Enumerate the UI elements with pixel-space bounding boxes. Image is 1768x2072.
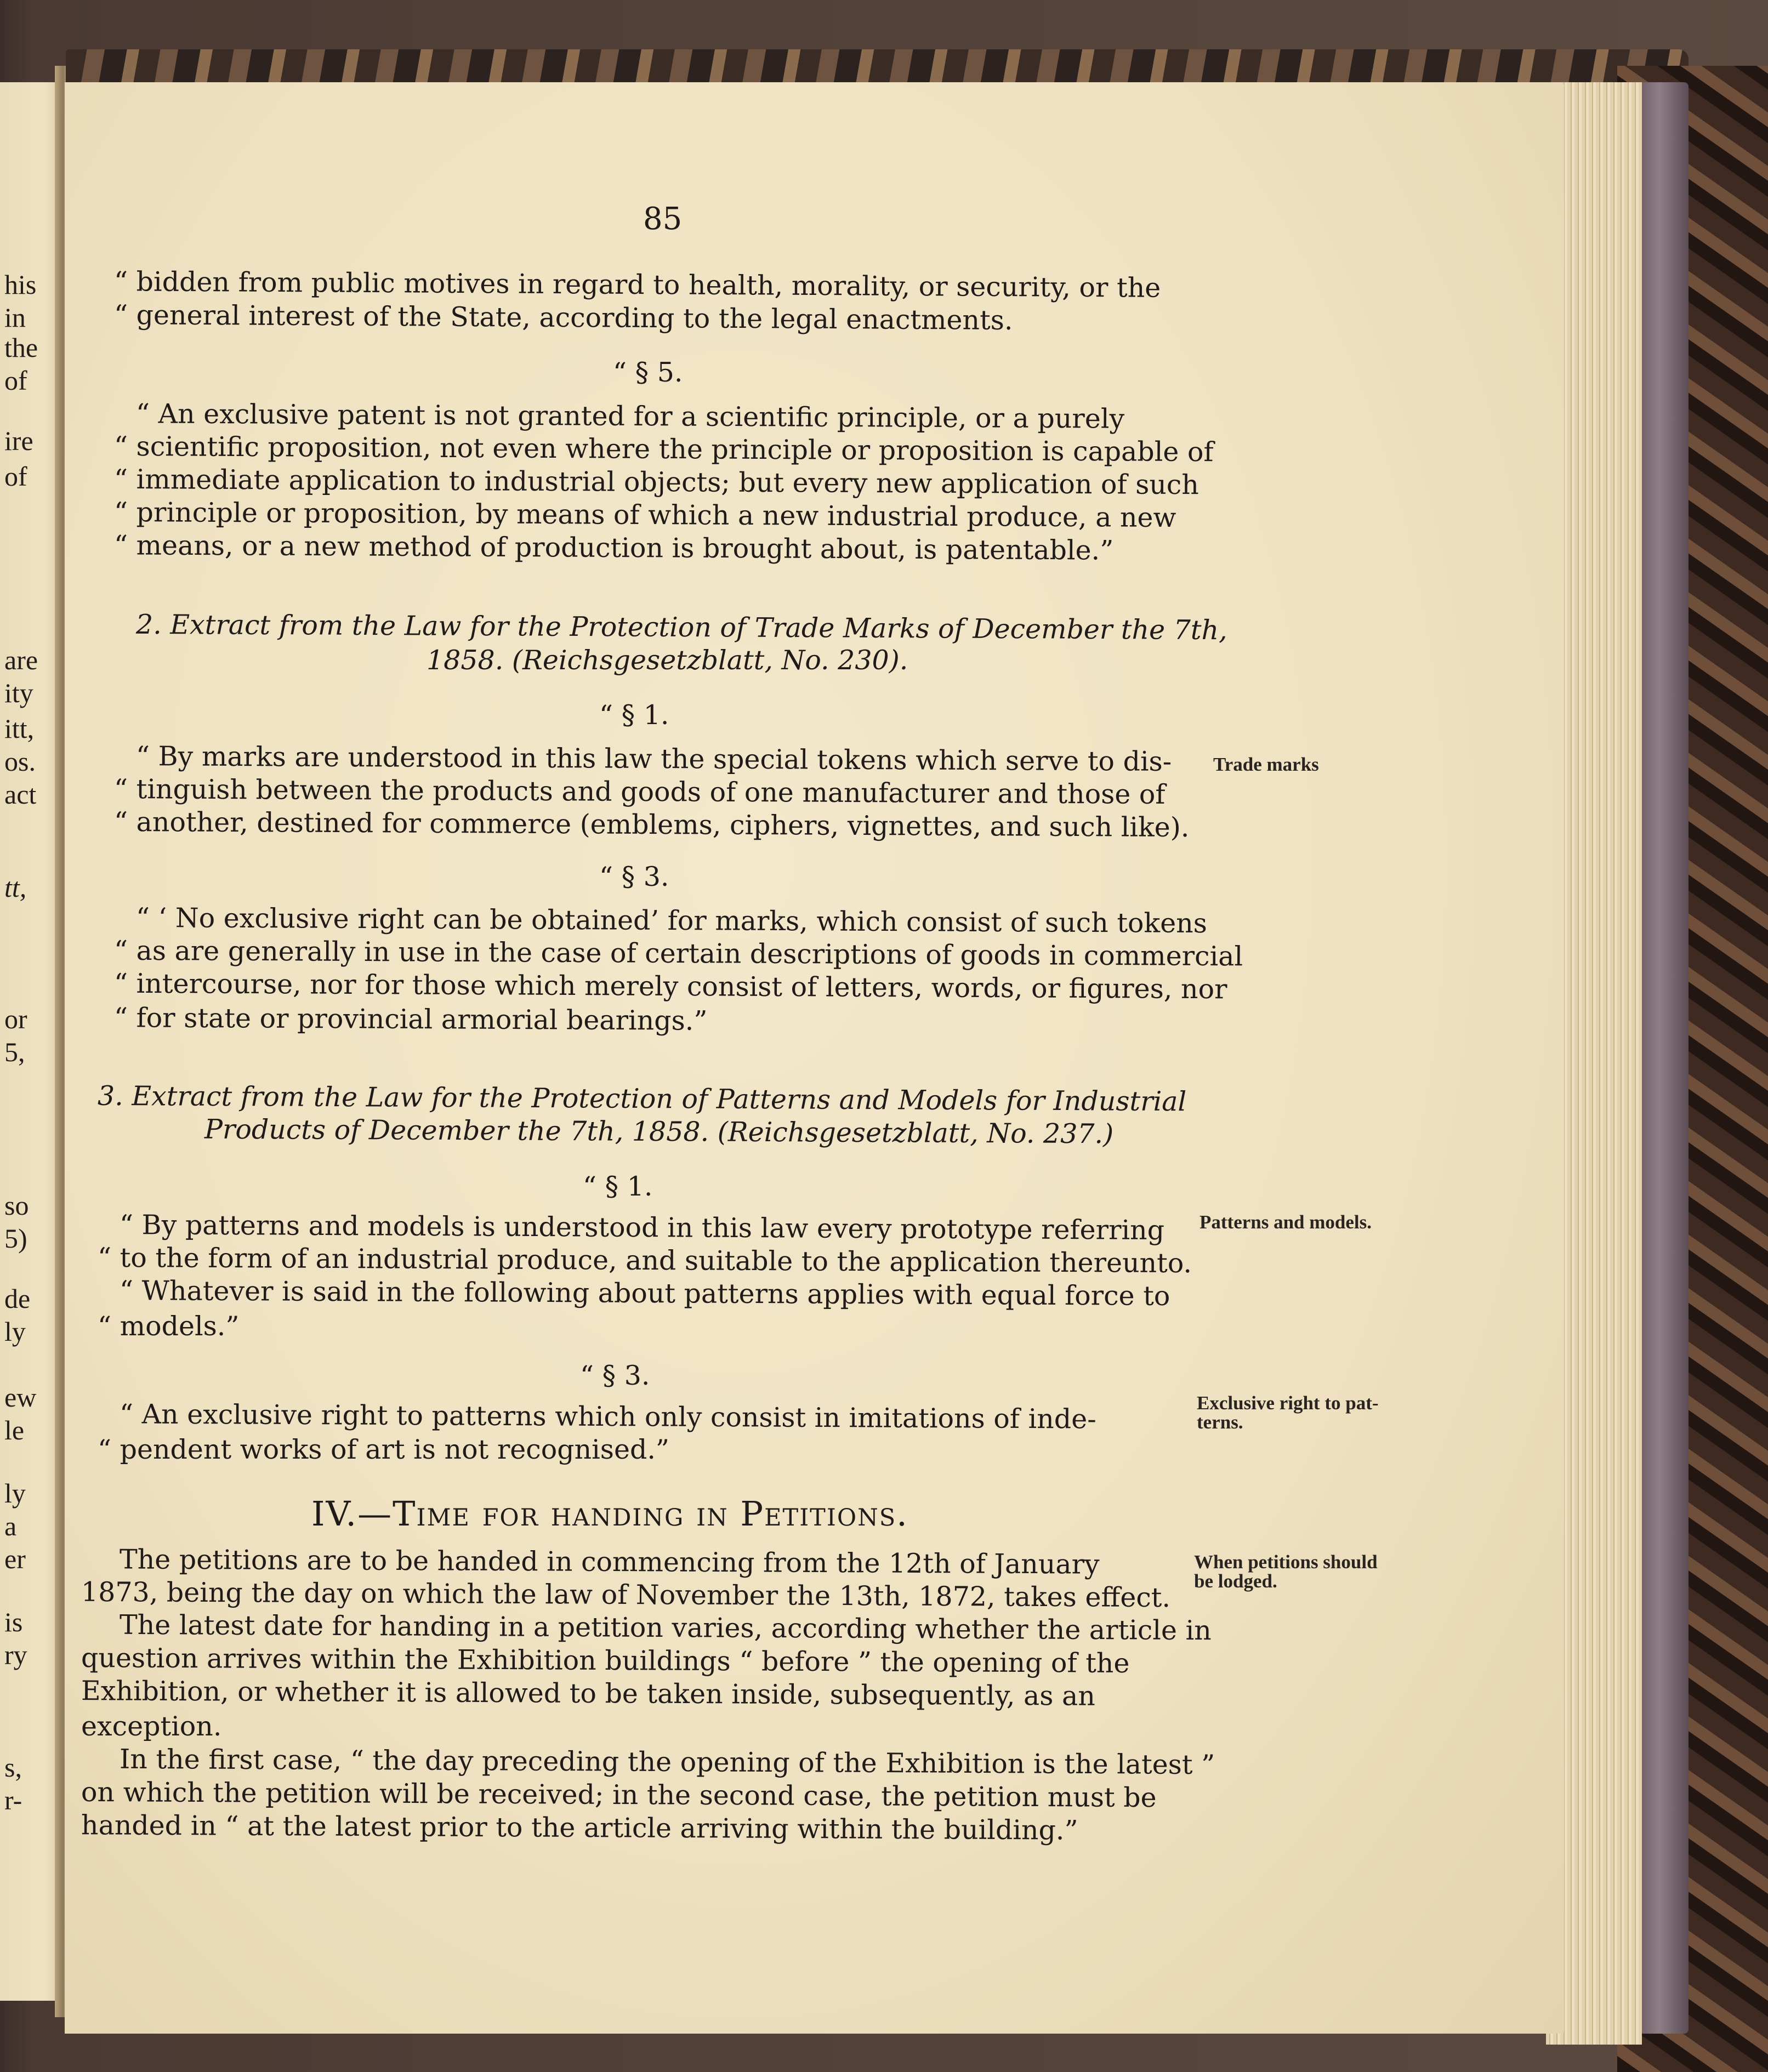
book-page [65,82,1564,2034]
text-line: “ models.” [98,1311,240,1342]
left-fragment: ly [4,1316,26,1347]
section-heading: IV.—Time for handing in Petitions. [311,1494,908,1534]
left-fragment: his [4,269,37,300]
text-line: “ scientific proposition, not even where the principle or proposition is capable of [113,430,1214,468]
text-line: “ as are generally in use in the case of certain descriptions of goods in commercial [113,935,1243,972]
left-fragment: the [4,332,38,363]
page-number: 85 [643,201,683,237]
left-fragment: tt, [4,872,27,903]
left-fragment: so [4,1190,29,1221]
text-line: “ intercourse, nor for those which merely consist of letters, words, or figures, nor [113,967,1227,1005]
extract-heading: 2. Extract from the Law for the Protection of Trade Marks of December the 7th, [135,608,1227,646]
text-line: “ principle or proposition, by means of which a new industrial produce, a new [113,496,1176,534]
left-fragment: 5, [4,1037,25,1067]
margin-note-when-lodged: be lodged. [1194,1570,1277,1592]
text-line: “ tinguish between the products and goods of one manufacturer and those of [113,773,1166,811]
left-fragment: r- [4,1785,22,1815]
text-line: “ means, or a new method of production is brought about, is patentable.” [113,530,1114,566]
text-line: exception. [81,1711,222,1742]
margin-note-trade-marks: Trade marks [1213,754,1319,775]
margin-note-exclusive-right: Exclusive right to pat- [1197,1392,1379,1414]
left-fragment: act [4,779,37,810]
text-line: “ An exclusive patent is not granted for a scientific principle, or a purely [135,398,1125,435]
left-fragment: ew [4,1382,37,1413]
left-fragment: le [4,1415,25,1445]
left-fragment: in [4,302,26,333]
paragraph-heading: “ § 3. [599,861,669,892]
text-line: “ pendent works of art is not recognised.” [98,1434,669,1465]
left-fragment: of [4,461,27,492]
text-line: The latest date for handing in a petition varies, according whether the article in [119,1609,1212,1647]
left-fragment: of [4,365,27,396]
text-line: question arrives within the Exhibition buildings “ before ” the opening of the [81,1642,1130,1680]
cover-spine-edge [1639,82,1689,2034]
text-line: “ By patterns and models is understood in this law every prototype referring [119,1209,1165,1246]
text-line: “ for state or provincial armorial bearings.” [113,1002,708,1037]
text-line: 1873, being the day on which the law of November the 13th, 1872, takes effect. [81,1576,1171,1614]
paragraph-heading: “ § 3. [580,1360,650,1391]
text-line: “ By marks are understood in this law the special tokens which serve to dis- [135,741,1172,777]
text-line: “ general interest of the State, according to the legal enactments. [113,299,1013,337]
text-line: “ to the form of an industrial produce, and suitable to the application thereunto. [97,1242,1192,1279]
left-fragment: 5) [4,1223,27,1254]
text-line: “ immediate application to industrial objects; but every new application of such [113,463,1199,501]
margin-note-when-lodged: When petitions should [1194,1551,1378,1573]
text-line: The petitions are to be handed in commencing from the 12th of January [119,1544,1100,1580]
left-fragment: er [4,1544,26,1574]
text-line: In the first case, “ the day preceding the opening of the Exhibition is the latest ” [119,1743,1215,1781]
left-fragment: is [4,1607,23,1637]
left-fragment: itt, [4,713,35,744]
left-fragment: ity [4,678,33,708]
text-line: “ bidden from public motives in regard to health, morality, or security, or the [113,266,1161,304]
text-line: “ An exclusive right to patterns which only consist in imitations of inde- [119,1398,1096,1435]
left-fragment: de [4,1283,31,1314]
text-line: handed in “ at the latest prior to the article arriving within the building.” [81,1809,1078,1846]
left-fragment: ry [4,1640,27,1670]
text-line: “ ‘ No exclusive right can be obtained’ for marks, which consist of such tokens [135,902,1208,940]
left-fragment: ly [4,1478,26,1509]
left-fragment: or [4,1004,27,1034]
left-fragment: are [4,645,38,675]
extract-heading: 3. Extract from the Law for the Protection of Patterns and Models for Industrial [97,1080,1187,1118]
extract-heading: 1858. (Reichsgesetzblatt, No. 230). [427,645,908,676]
text-line: on which the petition will be received; in the second case, the petition must be [81,1776,1157,1814]
left-fragment: a [4,1511,17,1541]
text-line: Exhibition, or whether it is allowed to be taken inside, subsequently, as an [81,1675,1095,1712]
text-line: “ another, destined for commerce (emblems, ciphers, vignettes, and such like). [113,806,1190,844]
text-line: “ Whatever is said in the following about patterns applies with equal force to [119,1274,1170,1312]
left-fragment: os. [4,746,36,777]
paragraph-heading: “ § 1. [599,699,669,731]
left-fragment: s, [4,1752,22,1783]
margin-note-patterns-models: Patterns and models. [1199,1211,1372,1233]
paragraph-heading: “ § 1. [583,1171,653,1202]
paragraph-heading: “ § 5. [613,357,683,388]
margin-note-exclusive-right: terns. [1197,1411,1243,1433]
left-fragment: ire [4,425,33,456]
extract-heading: Products of December the 7th, 1858. (Reichsgesetzblatt, No. 237.) [204,1113,1114,1150]
